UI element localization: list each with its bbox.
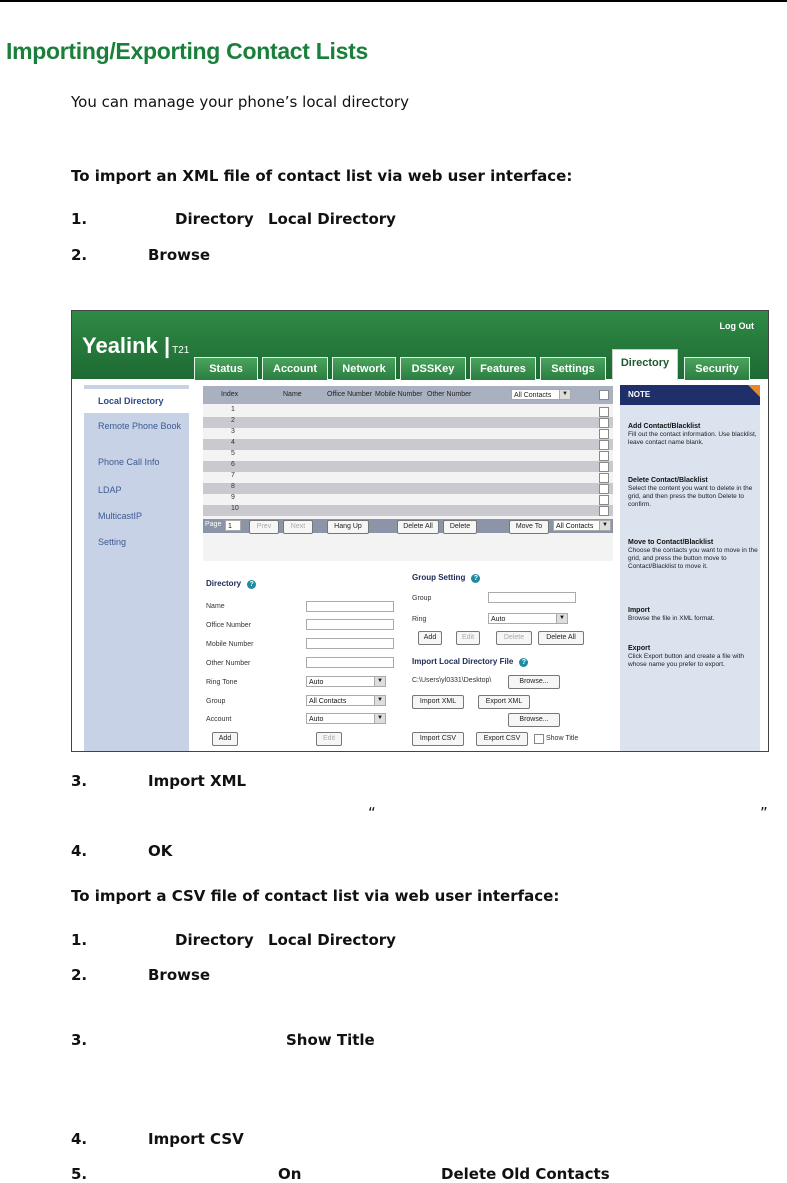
mobile-number-label: Mobile Number xyxy=(206,641,254,648)
row-checkbox[interactable] xyxy=(599,473,609,483)
row-checkbox[interactable] xyxy=(599,462,609,472)
chevron-down-icon: ▼ xyxy=(559,390,570,399)
csv-step-4-num: 4. xyxy=(71,1130,88,1148)
export-csv-button[interactable]: Export CSV xyxy=(476,732,528,746)
sidebar-item-multicastip[interactable]: MulticastIP xyxy=(98,511,143,521)
csv-step-3-show-title: Show Title xyxy=(286,1031,375,1049)
tab-features[interactable]: Features xyxy=(470,357,536,380)
account-select[interactable]: Auto ▼ xyxy=(306,713,386,724)
row-checkbox[interactable] xyxy=(599,495,609,505)
other-number-label: Other Number xyxy=(206,660,251,667)
ring-tone-select[interactable]: Auto ▼ xyxy=(306,676,386,687)
ring-label: Ring xyxy=(412,616,427,623)
xml-heading: To import an XML file of contact list via web user interface: xyxy=(71,167,573,185)
row-checkbox[interactable] xyxy=(599,418,609,428)
note-panel xyxy=(620,385,760,751)
office-number-label: Office Number xyxy=(206,622,251,629)
delete-all-button[interactable]: Delete All xyxy=(397,520,439,534)
account-label: Account xyxy=(206,716,232,723)
table-row[interactable]: 2 xyxy=(203,417,613,428)
delete-all-groups-button[interactable]: Delete All xyxy=(538,631,584,645)
intro-text: You can manage your phone’s local directory xyxy=(71,93,409,111)
chevron-down-icon: ▼ xyxy=(374,714,385,723)
browse-csv-button[interactable]: Browse... xyxy=(508,713,560,727)
yealink-logo: Yealink | T21 xyxy=(82,333,190,358)
row-checkbox[interactable] xyxy=(599,429,609,439)
csv-step-1-directory: Directory xyxy=(175,931,254,949)
export-xml-button[interactable]: Export XML xyxy=(478,695,530,709)
mobile-number-input[interactable] xyxy=(306,638,394,649)
row-checkbox[interactable] xyxy=(599,407,609,417)
xml-step-3-num: 3. xyxy=(71,772,88,790)
chevron-down-icon: ▼ xyxy=(374,696,385,705)
row-checkbox[interactable] xyxy=(599,440,609,450)
group-filter-select[interactable]: All Contacts ▼ xyxy=(511,389,571,400)
show-title-checkbox[interactable] xyxy=(534,734,544,744)
tab-status[interactable]: Status xyxy=(194,357,258,380)
sidebar-item-ldap[interactable]: LDAP xyxy=(98,485,122,495)
delete-group-button[interactable]: Delete xyxy=(496,631,532,645)
directory-section-title: Directory ? xyxy=(206,579,256,589)
select-all-checkbox[interactable] xyxy=(599,390,609,400)
csv-step-1-local-directory: Local Directory xyxy=(268,931,396,949)
note-title: NOTE xyxy=(620,385,760,405)
tab-settings[interactable]: Settings xyxy=(540,357,606,380)
row-checkbox[interactable] xyxy=(599,506,609,516)
csv-step-2-browse: Browse xyxy=(148,966,211,984)
xml-step-3-import-xml: Import XML xyxy=(148,772,247,790)
import-xml-button[interactable]: Import XML xyxy=(412,695,464,709)
note-export: Export Click Export button and create a file with whose name you prefer to export. xyxy=(628,645,744,668)
chevron-down-icon: ▼ xyxy=(556,614,567,623)
show-title-label: Show Title xyxy=(546,735,579,742)
csv-step-3-num: 3. xyxy=(71,1031,88,1049)
other-number-input[interactable] xyxy=(306,657,394,668)
group-name-input[interactable] xyxy=(488,592,576,603)
add-contact-button[interactable]: Add xyxy=(212,732,238,746)
table-row[interactable]: 8 xyxy=(203,483,613,494)
ring-tone-label: Ring Tone xyxy=(206,679,238,686)
table-row[interactable]: 5 xyxy=(203,450,613,461)
col-other-number: Other Number xyxy=(427,391,472,398)
xml-step-2-browse: Browse xyxy=(148,246,211,264)
row-checkbox[interactable] xyxy=(599,484,609,494)
page-title: Importing/Exporting Contact Lists xyxy=(6,38,368,64)
note-move-contact: Move to Contact/Blacklist Choose the contacts you want to move in the grid, and press the button move to Contact/Blacklist to move it. xyxy=(628,539,758,570)
xml-step-2-num: 2. xyxy=(71,246,88,264)
table-row[interactable]: 10 xyxy=(203,505,613,516)
move-to-button[interactable]: Move To xyxy=(509,520,549,534)
help-icon[interactable]: ? xyxy=(471,574,480,583)
col-index: Index xyxy=(221,391,239,398)
help-icon[interactable]: ? xyxy=(247,580,256,589)
import-csv-button[interactable]: Import CSV xyxy=(412,732,464,746)
table-row[interactable]: 7 xyxy=(203,472,613,483)
help-icon[interactable]: ? xyxy=(519,658,528,667)
sidebar-item-setting[interactable]: Setting xyxy=(98,537,127,547)
csv-step-5-num: 5. xyxy=(71,1165,88,1183)
chevron-down-icon: ▼ xyxy=(599,521,610,530)
page-top-rule xyxy=(0,0,787,2)
csv-step-1-num: 1. xyxy=(71,931,88,949)
sidebar-item-remote-phone-book[interactable]: Remote Phone Book xyxy=(98,421,182,431)
hang-up-button[interactable]: Hang Up xyxy=(327,520,369,534)
col-office-number: Office Number xyxy=(327,391,372,398)
prev-button[interactable]: Prev xyxy=(249,520,279,534)
tab-security[interactable]: Security xyxy=(684,357,750,380)
browse-xml-button[interactable]: Browse... xyxy=(508,675,560,689)
contact-grid xyxy=(203,386,613,561)
delete-button[interactable]: Delete xyxy=(443,520,477,534)
edit-group-button[interactable]: Edit xyxy=(456,631,480,645)
table-row[interactable]: 4 xyxy=(203,439,613,450)
page-select[interactable]: 1 xyxy=(225,520,241,531)
sidebar xyxy=(84,385,189,751)
grid-header xyxy=(203,386,613,404)
office-number-input[interactable] xyxy=(306,619,394,630)
logout-link[interactable]: Log Out xyxy=(719,321,754,331)
csv-step-2-num: 2. xyxy=(71,966,88,984)
tab-dsskey[interactable]: DSSKey xyxy=(400,357,466,380)
quote-close: ” xyxy=(760,804,768,822)
table-row[interactable]: 9 xyxy=(203,494,613,505)
chevron-down-icon: ▼ xyxy=(374,677,385,686)
grid-pager xyxy=(203,519,613,533)
next-button[interactable]: Next xyxy=(283,520,313,534)
file-path-text: C:\Users\yl0331\Desktop\ xyxy=(412,677,492,684)
tab-directory[interactable]: Directory xyxy=(612,349,678,380)
name-label: Name xyxy=(206,603,225,610)
group-label: Group xyxy=(206,698,226,705)
csv-step-5-on: On xyxy=(278,1165,302,1183)
note-delete-contact: Delete Contact/Blacklist Select the content you want to delete in the grid, and then press the button Delete to confirm. xyxy=(628,477,753,508)
table-row[interactable]: 1 xyxy=(203,406,613,417)
quote-open: “ xyxy=(368,804,376,822)
col-mobile-number: Mobile Number xyxy=(375,391,423,398)
web-ui-screenshot xyxy=(71,310,769,752)
table-row[interactable]: 3 xyxy=(203,428,613,439)
row-checkbox[interactable] xyxy=(599,451,609,461)
note-add-contact: Add Contact/Blacklist Fill out the contact information. Use blacklist, leave contact name blank. xyxy=(628,423,757,446)
sidebar-item-phone-call-info[interactable]: Phone Call Info xyxy=(98,457,160,467)
csv-step-4-import-csv: Import CSV xyxy=(148,1130,244,1148)
xml-step-1-directory: Directory xyxy=(175,210,254,228)
xml-step-1-num: 1. xyxy=(71,210,88,228)
xml-step-4-ok: OK xyxy=(148,842,173,860)
name-input[interactable] xyxy=(306,601,394,612)
add-group-button[interactable]: Add xyxy=(418,631,442,645)
table-row[interactable]: 6 xyxy=(203,461,613,472)
import-section-title: Import Local Directory File ? xyxy=(412,657,528,667)
note-import: Import Browse the file in XML format. xyxy=(628,607,715,622)
group-name-label: Group xyxy=(412,595,432,602)
edit-contact-button[interactable]: Edit xyxy=(316,732,342,746)
note-corner-icon xyxy=(748,385,760,397)
csv-step-5-delete-old-contacts: Delete Old Contacts xyxy=(441,1165,610,1183)
page-label: Page xyxy=(205,521,222,528)
xml-step-4-num: 4. xyxy=(71,842,88,860)
group-setting-title: Group Setting ? xyxy=(412,573,480,583)
col-name: Name xyxy=(283,391,302,398)
move-target-select[interactable]: All Contacts ▼ xyxy=(553,520,611,531)
group-select[interactable]: All Contacts ▼ xyxy=(306,695,386,706)
ring-select[interactable]: Auto ▼ xyxy=(488,613,568,624)
tab-network[interactable]: Network xyxy=(332,357,396,380)
xml-step-1-local-directory: Local Directory xyxy=(268,210,396,228)
sidebar-item-local-directory[interactable]: Local Directory xyxy=(84,389,189,413)
csv-heading: To import a CSV file of contact list via web user interface: xyxy=(71,887,560,905)
tab-account[interactable]: Account xyxy=(262,357,328,380)
